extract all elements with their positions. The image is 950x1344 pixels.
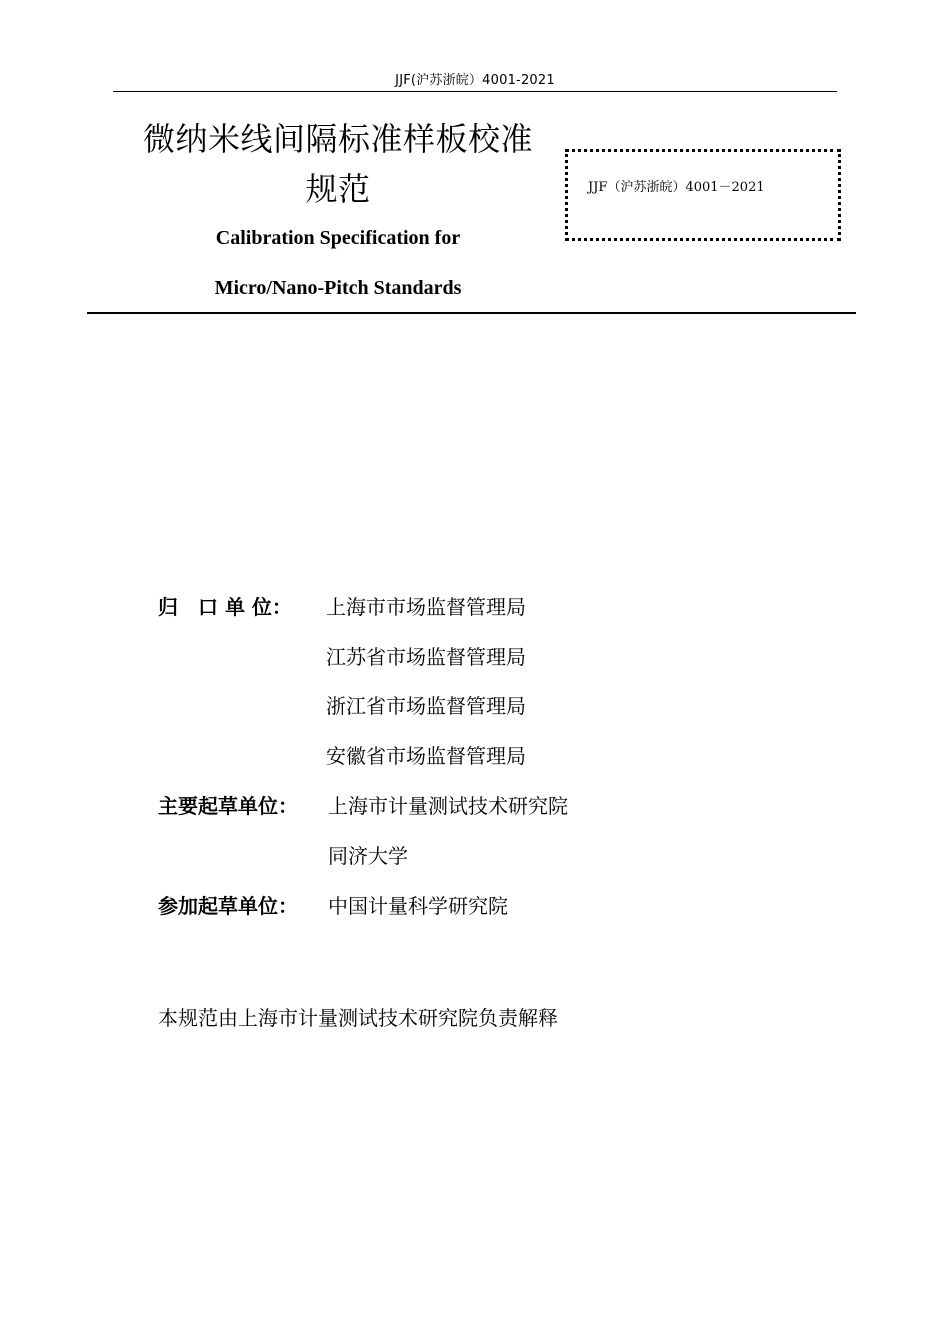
main-drafting-unit-1: 上海市计量测试技术研究院 [328,794,568,818]
title-divider [87,312,856,314]
participating-unit-1: 中国计量科学研究院 [328,894,508,918]
header-standard-code: JJF(沪苏浙皖）4001-2021 [395,73,555,88]
main-drafting-unit-label: 主要起草单位： [158,794,298,818]
responsible-unit-1: 上海市市场监督管理局 [326,595,526,619]
responsible-unit-label: 归 口 单 位： [158,595,292,619]
standard-code-box [565,149,841,241]
standard-code-box-text: JJF（沪苏浙皖）4001－2021 [588,180,765,195]
responsible-unit-2: 江苏省市场监督管理局 [326,645,526,669]
responsible-unit-4: 安徽省市场监督管理局 [326,744,526,768]
participating-unit-label: 参加起草单位： [158,894,298,918]
responsible-unit-3: 浙江省市场监督管理局 [326,694,526,718]
interpretation-note: 本规范由上海市计量测试技术研究院负责解释 [158,1006,558,1030]
header-divider [113,91,837,92]
title-chinese-line1: 微纳米线间隔标准样板校准 [142,120,533,158]
title-chinese [118,114,558,214]
main-drafting-unit-2: 同济大学 [328,844,408,868]
title-english-line1: Calibration Specification for [215,227,461,249]
title-english-line2: Micro/Nano-Pitch Standards [214,277,462,299]
title-chinese-line2: 规范 [305,170,371,208]
